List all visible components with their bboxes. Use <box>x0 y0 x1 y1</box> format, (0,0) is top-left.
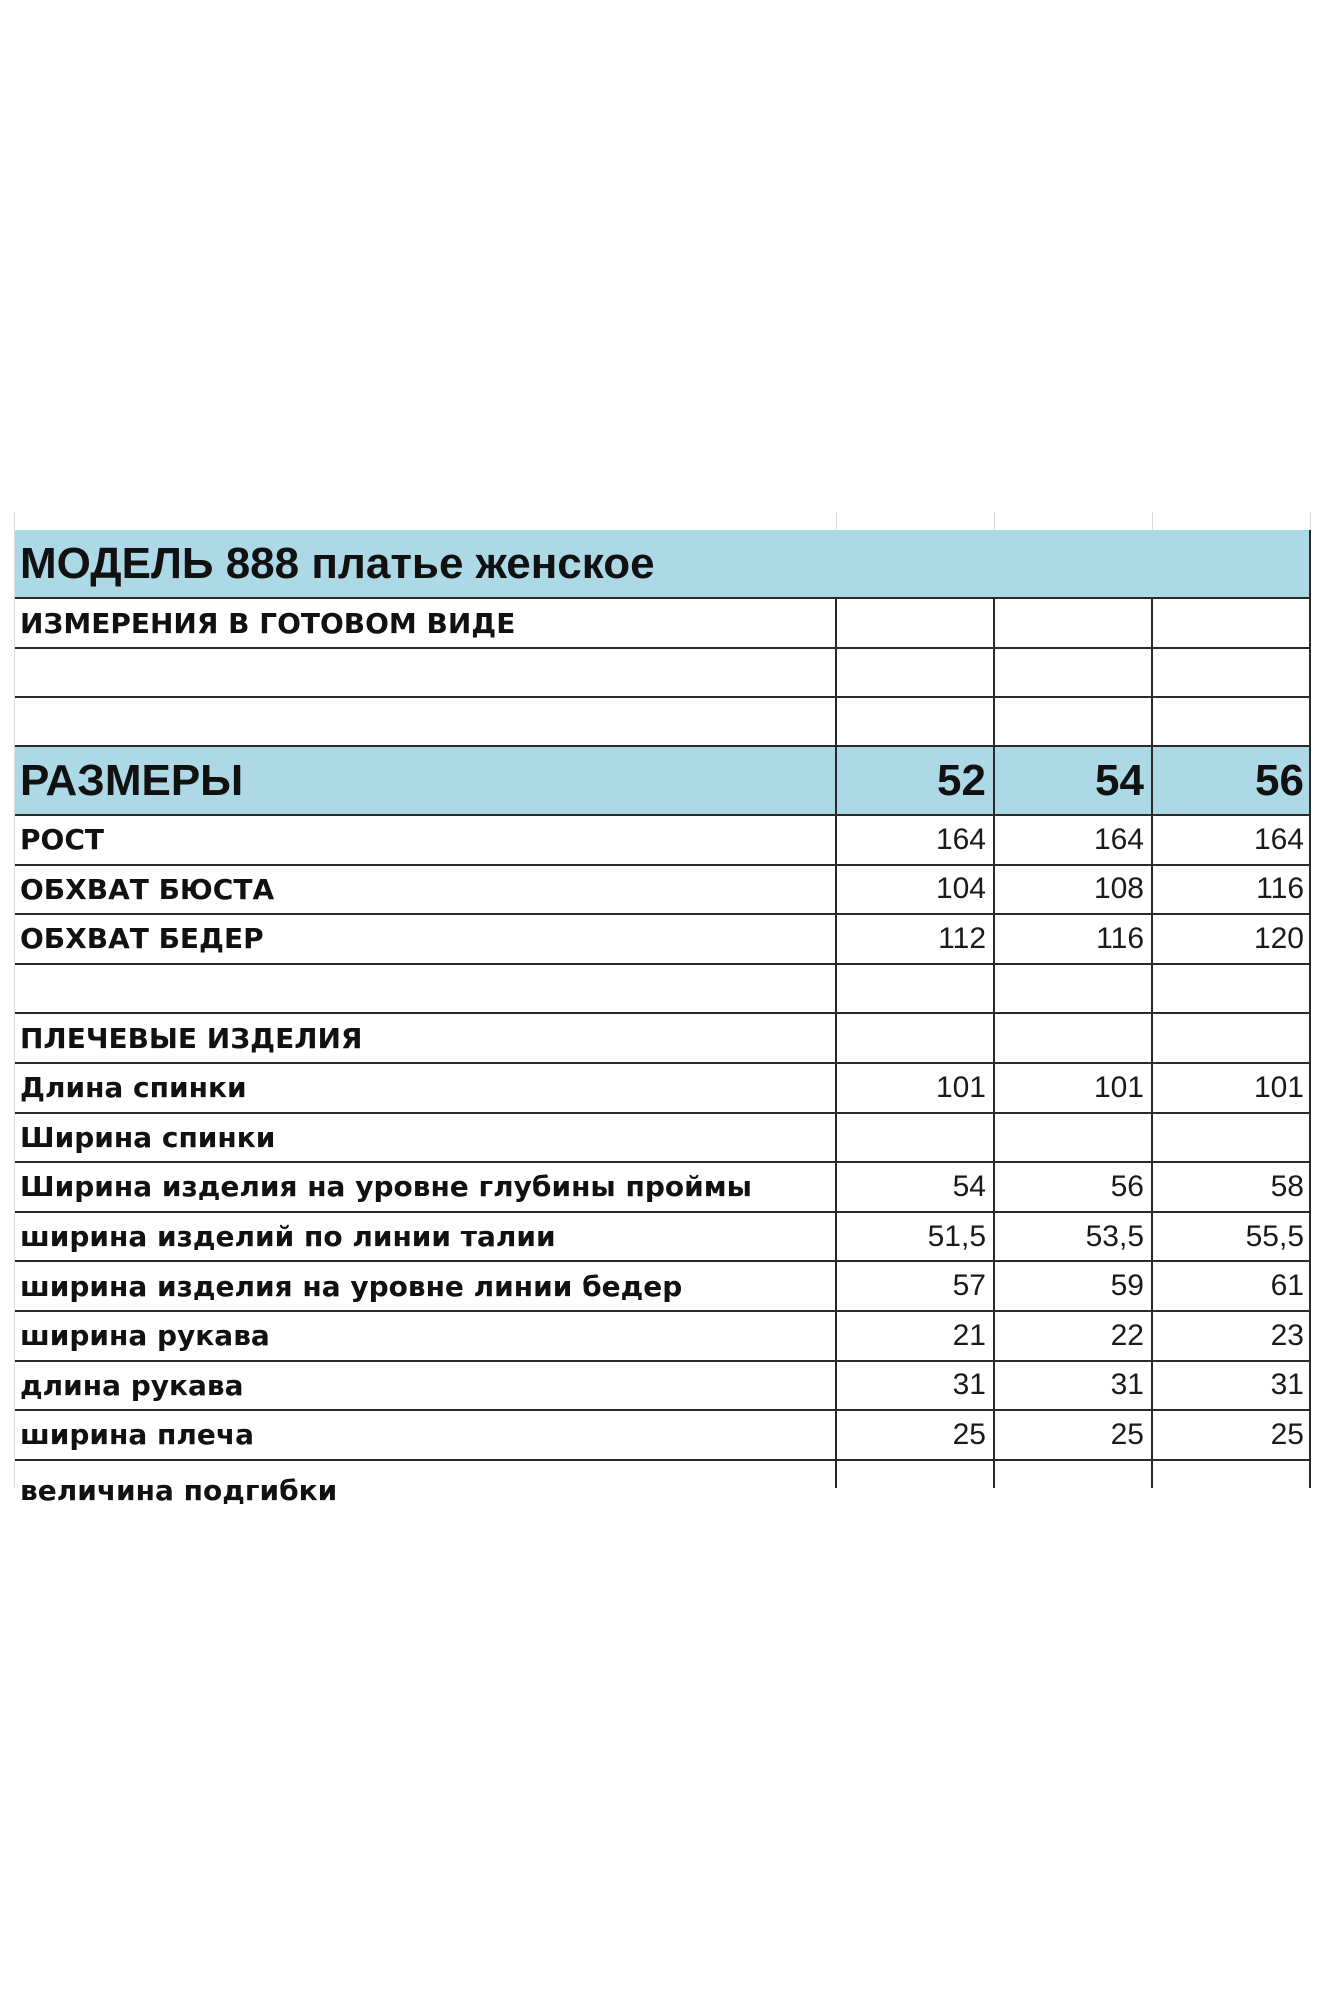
row-value: 59 <box>1110 1269 1144 1303</box>
row-value: 53,5 <box>1085 1219 1144 1253</box>
row-label: длина рукава <box>20 1368 244 1402</box>
grid-line-h <box>14 814 1310 816</box>
grid-line-v <box>994 512 995 530</box>
grid-line-h <box>14 1161 1310 1163</box>
row-value: 116 <box>1256 872 1304 906</box>
row-value: 25 <box>1270 1417 1304 1451</box>
grid-line-h <box>14 1459 1310 1461</box>
row-value: 101 <box>1093 1070 1144 1104</box>
row-value: 164 <box>1253 822 1304 856</box>
grid-line-h <box>14 1211 1310 1213</box>
row-label: Длина спинки <box>20 1071 247 1105</box>
grid-line-v <box>836 512 837 530</box>
grid-line-v <box>835 598 837 1488</box>
row-value: 31 <box>1270 1368 1304 1402</box>
size-54: 54 <box>1095 755 1144 805</box>
grid-line-h <box>14 1409 1310 1411</box>
grid-line-v <box>1152 512 1153 530</box>
grid-line-h <box>14 913 1310 915</box>
grid-line-h <box>14 1012 1310 1014</box>
grid-line-v <box>993 598 995 1488</box>
row-value: 108 <box>1093 872 1144 906</box>
grid-line-h <box>14 597 1310 599</box>
size-52: 52 <box>937 755 986 805</box>
grid-line-h <box>14 963 1310 965</box>
row-label: ширина рукава <box>20 1319 270 1353</box>
row-value: 101 <box>935 1070 986 1104</box>
measurements-subtitle: ИЗМЕРЕНИЯ В ГОТОВОМ ВИДЕ <box>20 606 516 640</box>
row-value: 120 <box>1253 921 1304 955</box>
row-value: 116 <box>1096 921 1144 955</box>
row-label: РОСТ <box>20 823 104 857</box>
page-title: МОДЕЛЬ 888 платье женское <box>20 539 655 588</box>
grid-line-h <box>14 1062 1310 1064</box>
row-label: ширина изделий по линии талии <box>20 1220 556 1254</box>
cut-off-row-label <box>20 1474 338 1507</box>
row-value: 25 <box>952 1417 986 1451</box>
row-value: 54 <box>952 1169 986 1203</box>
size-56: 56 <box>1255 755 1304 805</box>
grid-line-h <box>14 696 1310 698</box>
row-value: 58 <box>1270 1169 1304 1203</box>
grid-line-h <box>14 745 1310 747</box>
row-value: 112 <box>938 921 986 955</box>
grid-line-v <box>1309 530 1311 598</box>
row-label: ОБХВАТ БЮСТА <box>20 872 275 906</box>
row-value: 55,5 <box>1245 1219 1304 1253</box>
grid-line-v <box>1151 598 1153 1488</box>
grid-line-h <box>14 864 1310 866</box>
grid-line-v <box>1309 598 1311 1488</box>
row-label: ширина плеча <box>20 1418 254 1452</box>
row-value: 61 <box>1270 1269 1304 1303</box>
grid-line-h <box>14 1360 1310 1362</box>
row-label: ОБХВАТ БЕДЕР <box>20 922 264 956</box>
row-value: 51,5 <box>927 1219 986 1253</box>
row-label: ширина изделия на уровне линии бедер <box>20 1269 683 1303</box>
grid-line-h <box>14 1310 1310 1312</box>
grid-line-v <box>1310 512 1311 530</box>
row-value: 164 <box>1093 822 1144 856</box>
row-value: 104 <box>935 872 986 906</box>
row-label: Ширина спинки <box>20 1120 276 1154</box>
row-value: 22 <box>1110 1318 1144 1352</box>
row-value: 25 <box>1110 1417 1144 1451</box>
row-label: ПЛЕЧЕВЫЕ ИЗДЕЛИЯ <box>20 1021 363 1055</box>
grid-line-v <box>14 530 15 1488</box>
row-value: 31 <box>952 1368 986 1402</box>
sizes-label: РАЗМЕРЫ <box>20 755 244 805</box>
cut-off-row-text: величина подгибки <box>20 1474 338 1507</box>
row-value: 21 <box>952 1318 986 1352</box>
grid-line-h <box>14 1112 1310 1114</box>
row-value: 23 <box>1270 1318 1304 1352</box>
row-value: 31 <box>1110 1368 1144 1402</box>
grid-line-v <box>14 512 15 530</box>
grid-line-h <box>14 1260 1310 1262</box>
row-value: 57 <box>952 1269 986 1303</box>
row-value: 101 <box>1253 1070 1304 1104</box>
grid-line-h <box>14 647 1310 649</box>
row-label: Ширина изделия на уровне глубины проймы <box>20 1170 752 1204</box>
row-value: 164 <box>935 822 986 856</box>
row-value: 56 <box>1110 1169 1144 1203</box>
